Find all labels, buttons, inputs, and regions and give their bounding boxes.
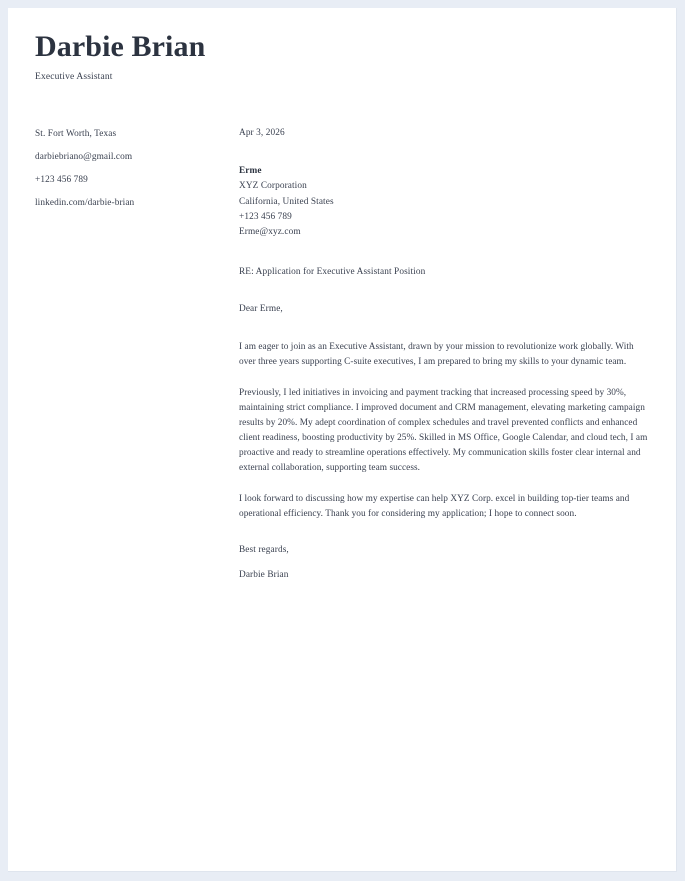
subject-line: RE: Application for Executive Assistant Position [239,266,426,277]
contact-phone: +123 456 789 [35,175,88,186]
contact-location: St. Fort Worth, Texas [35,129,117,139]
recipient-company: XYZ Corporation [239,181,307,192]
recipient-email[interactable]: Erme@xyz.com [239,227,301,238]
page-title: Darbie Brian [35,30,206,63]
recipient-location: California, United States [239,196,334,207]
sender-contact-block [35,128,220,220]
body-paragraph-2: Previously, I led initiatives in invoicing and payment tracking that increased processing speed by 30%, maintaining strict compliance. I improved document and CRM management, elevating marketing campaign results by 20%. My adept coordination of complex schedules and travel prevented conflicts and enhanced client readiness, boosting productivity by 25%. Skilled in MS Office, Google Calendar, and cloud tech, I am proactive and ready to streamline operations effectively. My communication skills foster clear internal and external collaboration, supporting team success. [239,387,648,473]
salutation: Dear Erme, [239,303,283,314]
valediction: Best regards, [239,545,289,556]
letterhead [35,30,635,82]
contact-linkedin[interactable]: linkedin.com/darbie-brian [35,198,135,209]
recipient-block [239,164,654,241]
letter-date: Apr 3, 2026 [239,128,285,138]
recipient-name: Erme [239,166,262,176]
body-paragraph-1: I am eager to join as an Executive Assistant, drawn by your mission to revolutionize work globally. With over three years supporting C-suite executives, I am prepared to bring my skills to your dynamic team. [239,341,634,367]
contact-email[interactable]: darbiebriano@gmail.com [35,152,133,163]
recipient-phone: +123 456 789 [239,211,292,222]
document-page [8,8,677,872]
closing-block [239,545,654,580]
job-title: Executive Assistant [35,72,113,82]
letter-content [239,128,654,595]
signature-name: Darbie Brian [239,570,289,581]
body-paragraph-3: I look forward to discussing how my expertise can help XYZ Corp. excel in building top-tier teams and operational efficiency. Thank you for considering my application; I hope to connect soon. [239,494,630,520]
